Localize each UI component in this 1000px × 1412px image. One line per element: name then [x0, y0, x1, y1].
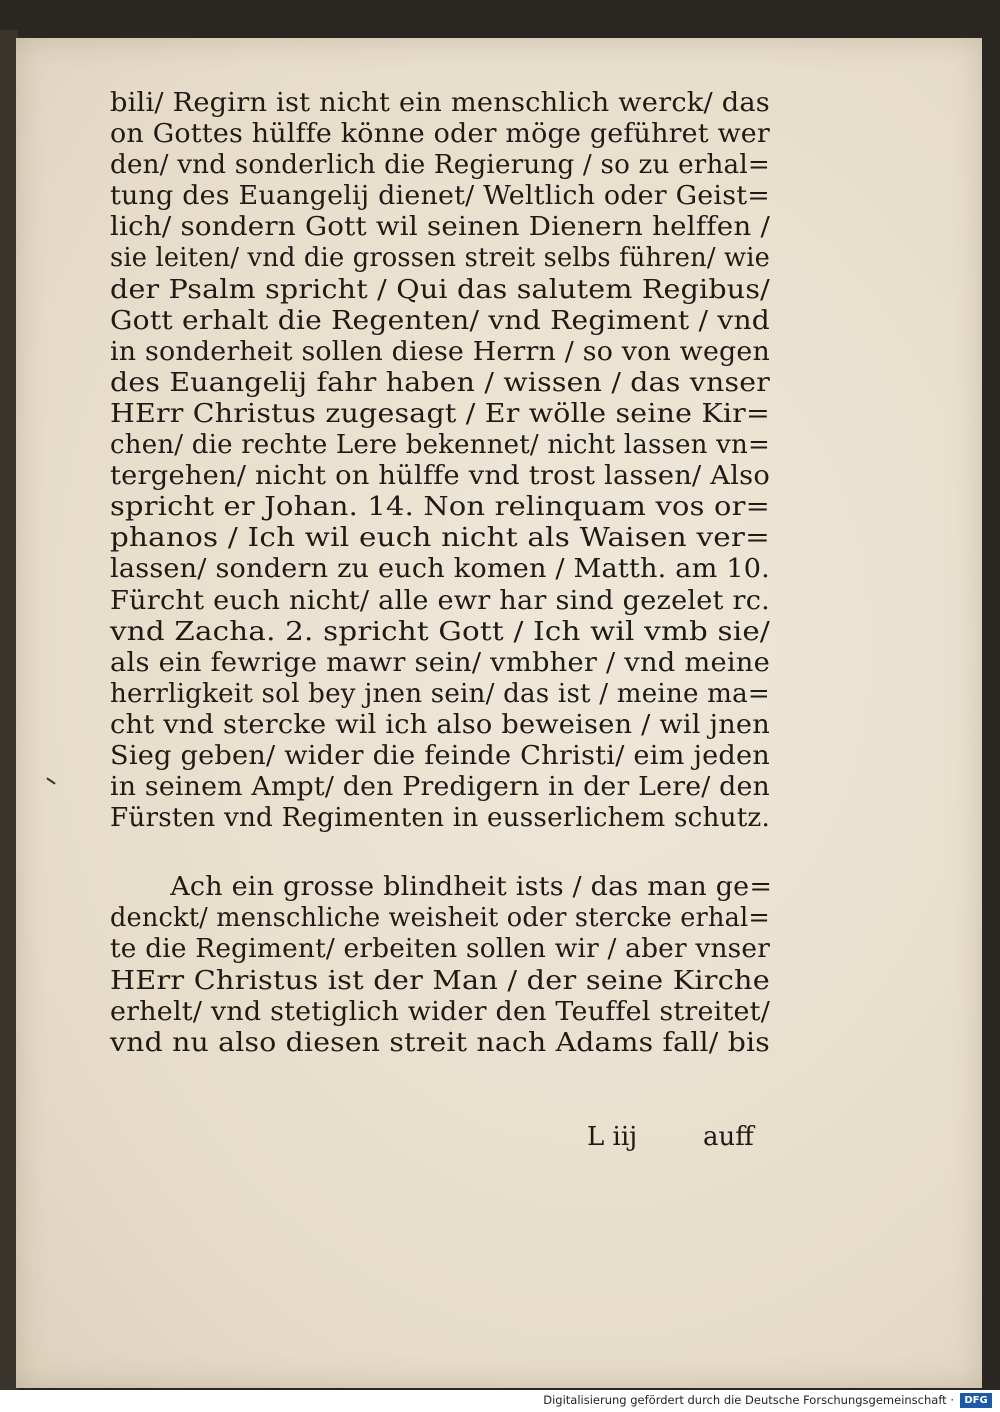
text-line: phanos / Ich wil euch nicht als Waisen ver=	[110, 523, 770, 554]
text-line: vnd Zacha. 2. spricht Gott / Ich wil vmb sie/	[110, 616, 770, 647]
text-line: cht vnd stercke wil ich also beweisen / wil jnen	[110, 709, 770, 740]
text-line: als ein fewrige mawr sein/ vmbher / vnd meine	[110, 647, 770, 678]
text-line: Fürcht euch nicht/ alle ewr har sind gezelet rc.	[110, 585, 770, 616]
text-line: sie leiten/ vnd die grossen streit selbs führen/ wie	[110, 243, 770, 274]
paragraph-2	[110, 872, 773, 1059]
text-line: der Psalm spricht / Qui das salutem Regibus/	[110, 274, 770, 305]
funding-credit: Digitalisierung gefördert durch die Deutsche Forschungsgemeinschaft ·	[543, 1393, 954, 1407]
text-line: Fürsten vnd Regimenten in eusserlichem schutz.	[110, 803, 771, 834]
text-line: den/ vnd sonderlich die Regierung / so zu erhal=	[110, 150, 770, 181]
text-line: tung des Euangelij dienet/ Weltlich oder Geist=	[110, 181, 770, 212]
text-line: bili/ Regirn ist nicht ein menschlich werck/ das	[110, 88, 770, 118]
text-line: HErr Christus zugesagt / Er wölle seine Kir=	[110, 398, 770, 429]
catchword: auff	[703, 1122, 754, 1152]
text-line: Gott erhalt die Regenten/ vnd Regiment / vnd	[110, 305, 770, 336]
text-line: Sieg geben/ wider die feinde Christi/ eim jeden	[110, 740, 770, 771]
text-line: herrligkeit sol bey jnen sein/ das ist / meine ma=	[110, 678, 770, 709]
text-line: des Euangelij fahr haben / wissen / das vnser	[110, 367, 770, 398]
text-line: lich/ sondern Gott wil seinen Dienern helffen /	[110, 212, 770, 243]
text-line: Ach ein grosse blindheit ists / das man ge=	[170, 872, 773, 903]
text-line: te die Regiment/ erbeiten sollen wir / aber vnser	[110, 934, 770, 965]
text-line: chen/ die rechte Lere bekennet/ nicht lassen vn=	[110, 430, 770, 461]
text-line: tergehen/ nicht on hülffe vnd trost lassen/ Also	[110, 461, 770, 492]
text-line: denckt/ menschliche weisheit oder stercke erhal=	[110, 903, 770, 934]
text-line: erhelt/ vnd stetiglich wider den Teuffel streitet/	[110, 996, 770, 1027]
text-line: in seinem Ampt/ den Predigern in der Lere/ den	[110, 772, 771, 803]
text-line: on Gottes hülffe könne oder möge geführet wer	[110, 119, 770, 150]
text-line: spricht er Johan. 14. Non relinquam vos or=	[110, 492, 770, 523]
text-line: vnd nu also diesen streit nach Adams fall/ bis	[110, 1027, 770, 1058]
text-line: lassen/ sondern zu euch komen / Matth. am 10.	[110, 554, 770, 585]
paragraph-1	[110, 88, 770, 834]
dfg-logo-icon: DFG	[960, 1393, 992, 1408]
text-line: HErr Christus ist der Man / der seine Kirche	[110, 965, 770, 996]
page-text	[110, 88, 773, 1059]
signature-mark: L iij	[587, 1122, 638, 1152]
footer-bar	[0, 1390, 1000, 1412]
text-line: in sonderheit sollen diese Herrn / so von wegen	[110, 336, 770, 367]
